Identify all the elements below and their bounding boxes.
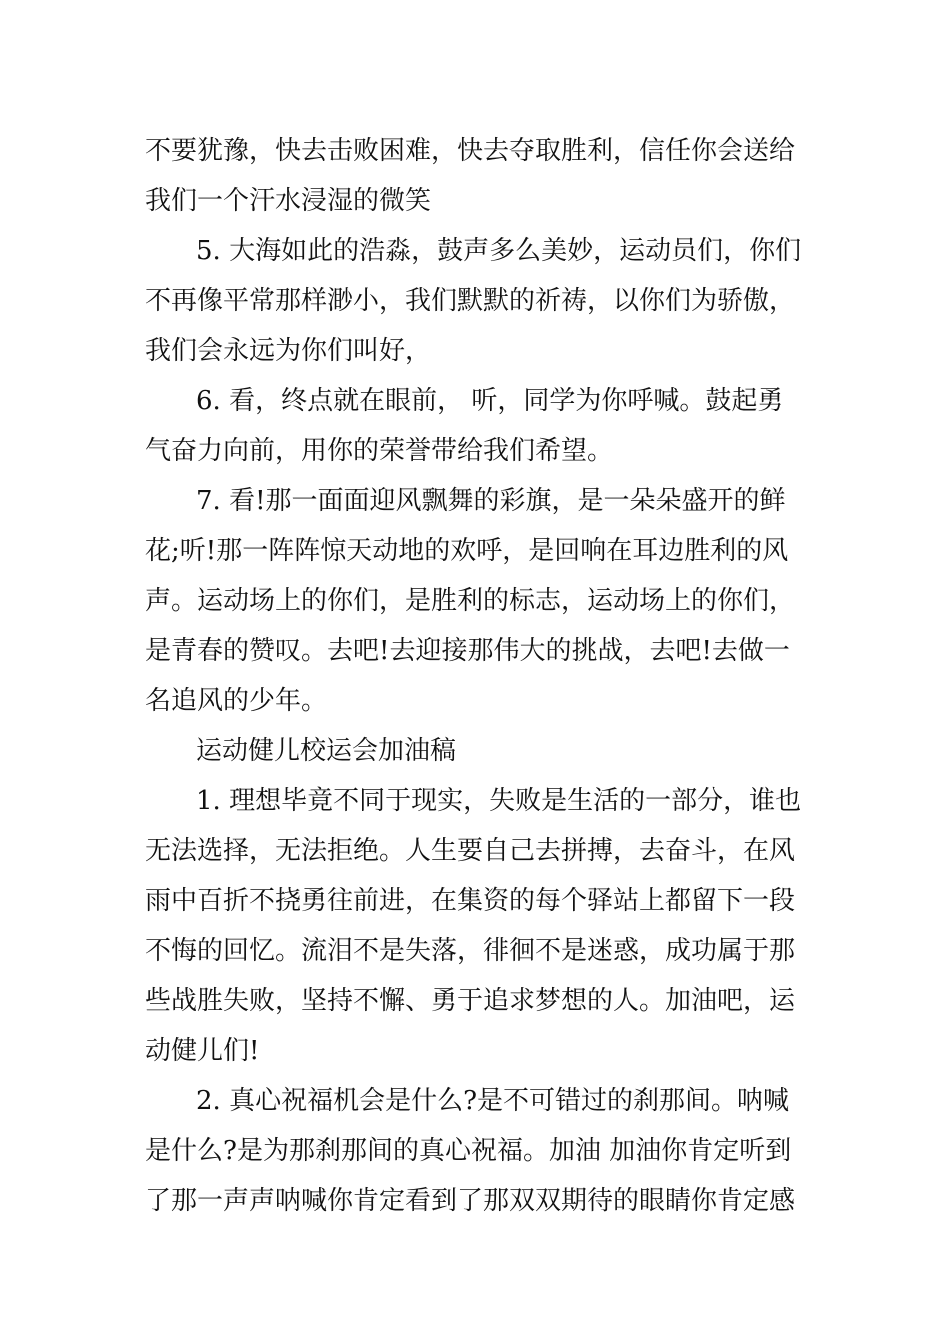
paragraph-6-line: 6. 看，终点就在眼前， 听，同学为你呼喊。鼓起勇: [196, 386, 784, 416]
text-line: 不要犹豫，快去击败困难，快去夺取胜利，信任你会送给: [145, 136, 796, 166]
paragraph-5-line: 5. 大海如此的浩淼，鼓声多么美妙，运动员们，你们: [196, 236, 802, 266]
text-line: 声。运动场上的你们，是胜利的标志，运动场上的你们，: [145, 586, 796, 616]
section-heading: 运动健儿校运会加油稿: [196, 736, 457, 766]
text-line: 我们一个汗水浸湿的微笑: [145, 186, 432, 216]
text-line: 是青春的赞叹。去吧!去迎接那伟大的挑战，去吧!去做一: [145, 636, 790, 666]
text-line: 气奋力向前，用你的荣誉带给我们希望。: [145, 436, 614, 466]
text-line: 不悔的回忆。流泪不是失落，徘徊不是迷惑，成功属于那: [145, 936, 796, 966]
paragraph-7-line: 7. 看!那一面面迎风飘舞的彩旗，是一朵朵盛开的鲜: [196, 486, 786, 516]
text-line: 动健儿们!: [145, 1036, 260, 1066]
text-line: 些战胜失败，坚持不懈、勇于追求梦想的人。加油吧，运: [145, 986, 796, 1016]
text-line: 是什么?是为那刹那间的真心祝福。加油 加油你肯定听到: [145, 1136, 792, 1166]
text-line: 无法选择，无法拒绝。人生要自己去拼搏，去奋斗，在风: [145, 836, 796, 866]
text-line: 名追风的少年。: [145, 686, 328, 716]
paragraph-1-line: 1. 理想毕竟不同于现实，失败是生活的一部分，谁也: [196, 786, 802, 816]
text-line: 不再像平常那样渺小，我们默默的祈祷，以你们为骄傲，: [145, 286, 796, 316]
text-line: 我们会永远为你们叫好，: [145, 336, 432, 366]
text-line: 雨中百折不挠勇往前进，在集资的每个驿站上都留下一段: [145, 886, 796, 916]
paragraph-2-line: 2. 真心祝福机会是什么?是不可错过的刹那间。呐喊: [196, 1086, 790, 1116]
text-line: 花;听!那一阵阵惊天动地的欢呼，是回响在耳边胜利的风: [145, 536, 789, 566]
text-line: 了那一声声呐喊你肯定看到了那双双期待的眼睛你肯定感: [145, 1186, 796, 1216]
